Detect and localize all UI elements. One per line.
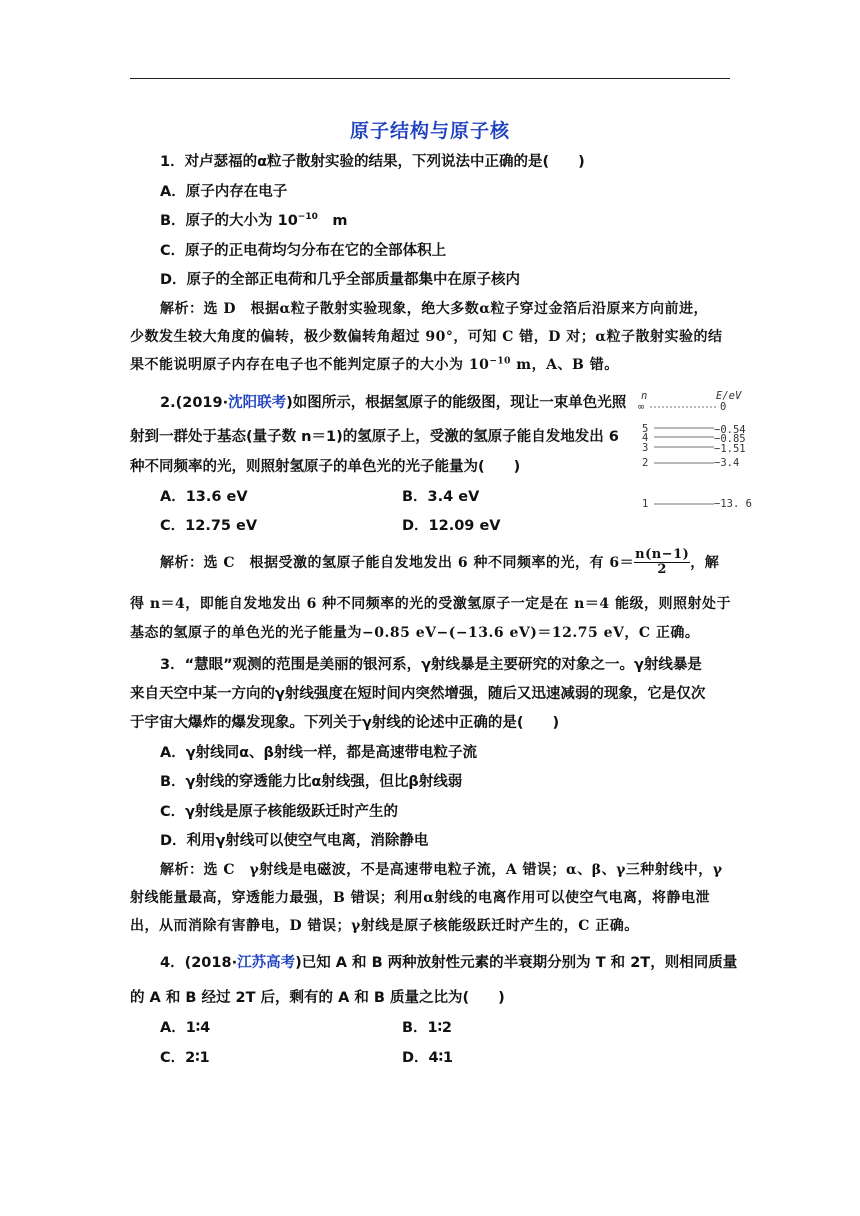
level-5-e: −0.54	[714, 424, 746, 436]
q2-number: 2.(2019·	[160, 395, 229, 411]
level-inf-e: 0	[720, 401, 727, 413]
q1-option-a: A．原子内存在电子	[160, 184, 288, 200]
q3-solution-line1: 解析：选 C γ射线是电磁波，不是高速带电粒子流，A 错误；α、β、γ三种射线中，γ	[160, 862, 723, 878]
q2-stem-line3: 种不同频率的光，则照射氢原子的单色光的光子能量为( )	[130, 459, 521, 475]
q1-solution-line3	[130, 354, 619, 374]
q1-option-c: C．原子的正电荷均匀分布在它的全部体积上	[160, 243, 447, 259]
q4-option-a: A．1∶4	[160, 1020, 211, 1036]
q1-stem: 1．对卢瑟福的α粒子散射实验的结果，下列说法中正确的是( )	[160, 154, 585, 170]
diagram-e-label: E/eV	[716, 390, 742, 402]
q1-option-d: D．原子的全部正电荷和几乎全部质量都集中在原子核内	[160, 272, 521, 288]
q1-solution-line3-text: 果不能说明原子内存在电子也不能判定原子的大小为 10	[130, 357, 490, 373]
level-5-n: 5	[642, 423, 649, 435]
diagram-n-label: n	[641, 390, 648, 402]
level-4-e: −0.85	[714, 433, 746, 445]
q1-solution-line3-end: m，A、B 错。	[510, 357, 619, 373]
level-3-e: −1.51	[714, 443, 746, 455]
energy-level-diagram	[636, 388, 760, 514]
q1-solution-line1: 解析：选 D 根据α粒子散射实验现象，绝大多数α粒子穿过金箔后沿原来方向前进，	[160, 301, 709, 317]
q4-number: 4．(2018·	[160, 955, 238, 971]
q2-solution-text: 解析：选 C 根据受激的氢原子能自发地发出 6 种不同频率的光，有 6＝	[160, 554, 635, 571]
level-2-e: −3.4	[714, 457, 740, 469]
q2-option-c: C．12.75 eV	[160, 518, 258, 534]
q3-solution-line3: 出，从而消除有害静电，D 错误；γ射线是原子核能级跃迁时产生的，C 正确。	[130, 918, 639, 934]
page-title: 原子结构与原子核	[349, 120, 510, 142]
q3-option-a: A．γ射线同α、β射线一样，都是高速带电粒子流	[160, 745, 477, 761]
level-inf-n: ∞	[638, 401, 645, 413]
q3-stem-line2: 来自天空中某一方向的γ射线强度在短时间内突然增强，随后又迅速减弱的现象，它是仅次	[130, 686, 706, 702]
level-3-n: 3	[642, 442, 649, 454]
q1-option-b	[160, 209, 347, 230]
q2-stem-text: )如图所示，根据氢原子的能级图，现让一束单色光照	[286, 395, 627, 411]
q2-option-a: A．13.6 eV	[160, 489, 248, 505]
fraction	[634, 548, 690, 578]
header-rule	[130, 78, 730, 79]
fraction-numerator: n(n−1)	[635, 547, 690, 562]
level-2-n: 2	[642, 457, 649, 469]
q4-option-d: D．4∶1	[402, 1050, 453, 1066]
q2-solution-line1	[160, 548, 719, 578]
q1-option-b-unit: m	[317, 213, 348, 229]
q4-stem-line1	[160, 951, 737, 972]
level-4-n: 4	[642, 432, 649, 444]
fraction-denominator: 2	[657, 562, 667, 578]
q2-solution-text-end: ，解	[690, 554, 720, 571]
q4-stem-text: )已知 A 和 B 两种放射性元素的半衰期分别为 T 和 2T，则相同质量	[295, 955, 738, 971]
q4-option-c: C．2∶1	[160, 1050, 210, 1066]
q2-solution-line2: 得 n＝4，即能自发地发出 6 种不同频率的光的受激氢原子一定是在 n＝4 能级，则照射处于	[130, 596, 731, 612]
q2-option-b: B．3.4 eV	[402, 489, 480, 505]
q1-solution-exp: −10	[489, 356, 511, 367]
q4-option-b: B．1∶2	[402, 1020, 452, 1036]
q4-source: 江苏高考	[237, 955, 296, 971]
q2-option-d: D．12.09 eV	[402, 518, 501, 534]
q1-option-b-text: B．原子的大小为 10	[160, 213, 298, 229]
q2-stem-line1	[160, 391, 626, 412]
level-1-n: 1	[642, 498, 649, 510]
q3-option-c: C．γ射线是原子核能级跃迁时产生的	[160, 804, 399, 820]
q2-stem-line2: 射到一群处于基态(量子数 n＝1)的氢原子上，受激的氢原子能自发地发出 6	[130, 429, 619, 445]
q3-stem-line3: 于宇宙大爆炸的爆发现象。下列关于γ射线的论述中正确的是( )	[130, 715, 560, 731]
q3-stem-line1: 3．“慧眼”观测的范围是美丽的银河系，γ射线暴是主要研究的对象之一。γ射线暴是	[160, 657, 702, 673]
q3-option-b: B．γ射线的穿透能力比α射线强，但比β射线弱	[160, 774, 463, 790]
q3-solution-line2: 射线能量最高，穿透能力最强，B 错误；利用α射线的电离作用可以使空气电离，将静电泄	[130, 890, 710, 906]
q1-option-b-exp: −10	[297, 212, 318, 223]
q1-solution-line2: 少数发生较大角度的偏转，极少数偏转角超过 90°，可知 C 错，D 对；α粒子散射实验的结	[130, 329, 723, 345]
q4-stem-line2: 的 A 和 B 经过 2T 后，剩有的 A 和 B 质量之比为( )	[130, 990, 505, 1006]
level-1-e: −13. 6	[714, 498, 752, 510]
q2-solution-line3: 基态的氢原子的单色光的光子能量为−0.85 eV−(−13.6 eV)＝12.75 eV，C 正确。	[130, 625, 700, 641]
q3-option-d: D．利用γ射线可以使空气电离，消除静电	[160, 833, 429, 849]
q2-source: 沈阳联考	[228, 395, 287, 411]
